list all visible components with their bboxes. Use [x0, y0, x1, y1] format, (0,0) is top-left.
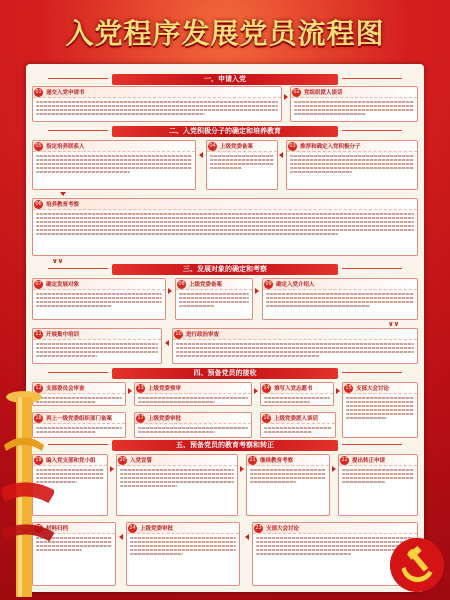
step-number: 18 [35, 414, 42, 421]
step-number: 21 [249, 456, 256, 463]
step-title: 上级党委备案 [220, 144, 254, 150]
arrow-right [240, 466, 244, 472]
step-number: 06 [35, 200, 42, 207]
arrow-right [336, 388, 340, 394]
step-box [32, 198, 418, 256]
step-title: 培养教育考察 [46, 202, 80, 208]
step-number: 12 [35, 384, 42, 391]
section-2-header: 二、入党积极分子的确定和培养教育 [112, 126, 338, 137]
step-box [134, 382, 252, 406]
step-title: 党组织派人谈话 [304, 90, 343, 96]
step-title: 填写入党志愿书 [274, 386, 313, 392]
page-title: 入党程序发展党员流程图 [65, 17, 385, 50]
chevron-down-icon: ∨∨ [52, 257, 64, 265]
step-number: 11 [35, 330, 42, 337]
step-title: 推荐和确定入党积极分子 [300, 144, 361, 150]
step-box [116, 454, 238, 516]
arrow-right [254, 388, 258, 394]
step-number: 23 [255, 524, 262, 531]
arrow-left [199, 152, 203, 158]
section-3-header: 三、发展对象的确定和考察 [112, 264, 338, 275]
pillar-decoration [2, 385, 54, 600]
step-title: 继续教育考察 [260, 458, 294, 464]
step-title: 确定入党介绍人 [276, 282, 315, 288]
step-title: 开展集中培训 [46, 332, 80, 338]
step-title: 支部大会讨论 [266, 526, 300, 532]
arrow-right [128, 388, 132, 394]
step-number: 09 [265, 280, 272, 287]
step-title: 进行政治审查 [186, 332, 220, 338]
step-number: 19 [35, 456, 42, 463]
arrow-left [119, 534, 123, 540]
step-title: 上级党委预审 [148, 386, 182, 392]
step-number: 02 [293, 88, 300, 95]
step-box [206, 140, 278, 190]
step-title: 入党宣誓 [130, 458, 153, 464]
step-number: 05 [35, 142, 42, 149]
step-box [32, 278, 166, 320]
chevron-down-icon: ∨∨ [388, 320, 400, 328]
step-title: 材料归档 [46, 526, 69, 532]
step-title: 再上一级党委组织部门备案 [46, 416, 113, 422]
step-box [338, 454, 418, 516]
step-box [134, 412, 252, 438]
step-title: 上级党委备案 [189, 282, 223, 288]
step-box [260, 412, 336, 438]
arrow-right [255, 288, 259, 294]
step-number: 13 [137, 384, 144, 391]
step-box [286, 140, 418, 190]
step-title: 编入党支部和党小组 [46, 458, 96, 464]
step-title: 上级党委审批 [148, 416, 182, 422]
step-title: 指定培养联系人 [46, 144, 85, 150]
step-box [260, 382, 334, 406]
step-number: 15 [345, 384, 352, 391]
step-box [342, 382, 418, 438]
step-number: 03 [289, 142, 296, 149]
arrow-right [168, 288, 172, 294]
step-number: 24 [129, 524, 136, 531]
arrow-right [284, 94, 288, 100]
step-title: 确定发展对象 [46, 282, 80, 288]
arrow-right [332, 466, 336, 472]
section-4-header: 四、预备党员的接收 [112, 368, 338, 379]
step-number: 01 [35, 88, 42, 95]
arrow-left [279, 152, 283, 158]
step-box [32, 86, 282, 122]
step-number: 08 [178, 280, 185, 287]
arrow-down [60, 192, 66, 196]
step-box [32, 328, 162, 364]
step-box [32, 140, 196, 190]
step-box [290, 86, 418, 122]
step-number: 10 [175, 330, 182, 337]
step-number: 22 [341, 456, 348, 463]
step-number: 25 [35, 524, 42, 531]
step-number: 20 [119, 456, 126, 463]
step-box [172, 328, 418, 364]
step-number: 04 [209, 142, 216, 149]
arrow-left [165, 340, 169, 346]
step-title: 提出转正申请 [352, 458, 386, 464]
step-box [175, 278, 253, 320]
arrow-right [110, 466, 114, 472]
step-title: 上级党委审批 [140, 526, 174, 532]
step-title: 支部大会讨论 [356, 386, 390, 392]
section-1-header: 一、申请入党 [112, 74, 338, 85]
step-title: 支部委员会审查 [46, 386, 85, 392]
step-number: 17 [137, 414, 144, 421]
section-5-header: 五、预备党员的教育考察和转正 [112, 440, 338, 451]
step-title: 上级党委派人谈话 [274, 416, 319, 422]
step-box [262, 278, 418, 320]
step-title: 递交入党申请书 [46, 90, 85, 96]
step-number: 16 [263, 414, 270, 421]
step-box [246, 454, 330, 516]
step-number: 14 [263, 384, 270, 391]
step-number: 07 [35, 280, 42, 287]
arrow-left [245, 534, 249, 540]
step-box [126, 522, 240, 586]
hammer-sickle-icon [388, 536, 446, 594]
